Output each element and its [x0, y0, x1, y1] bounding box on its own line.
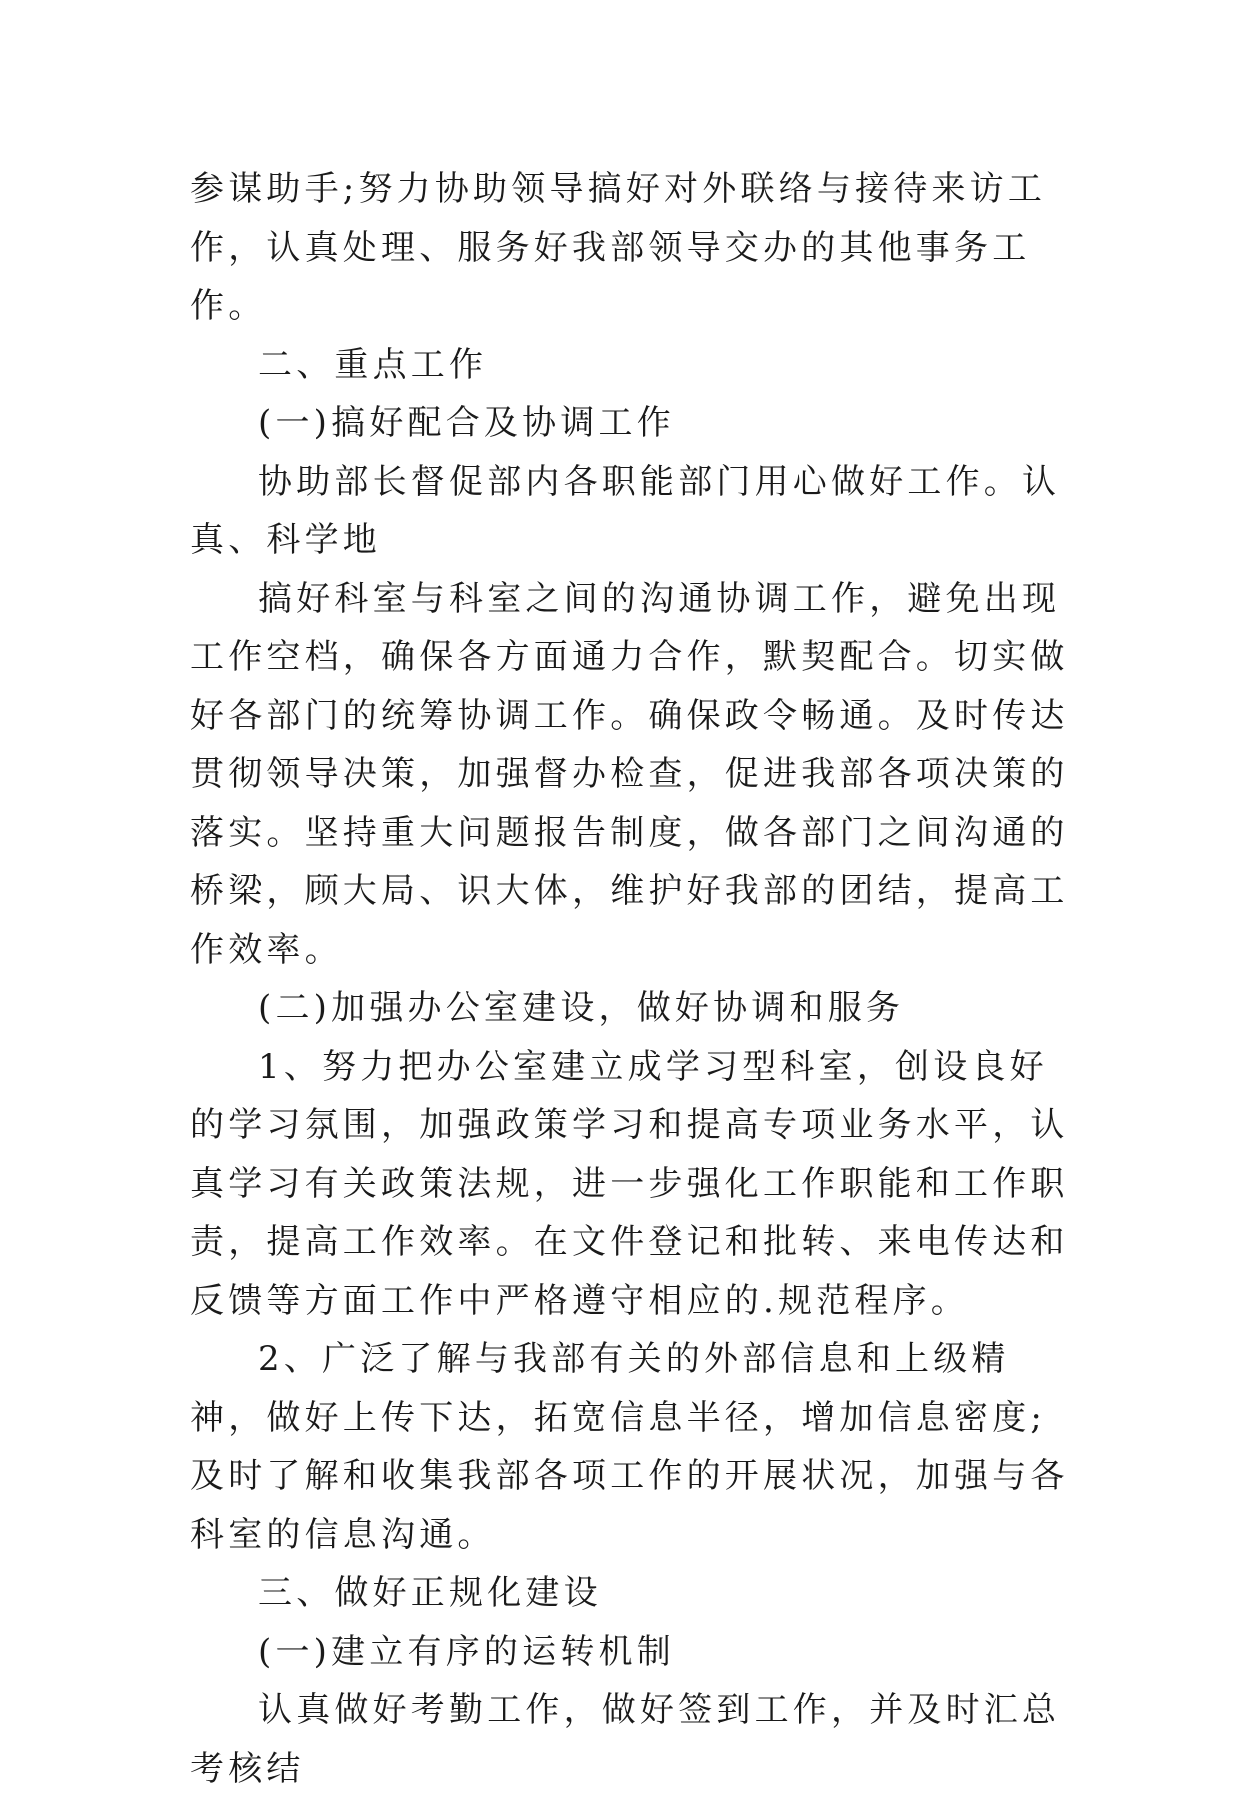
paragraph-attendance: 认真做好考勤工作，做好签到工作，并及时汇总考核结: [190, 1690, 1061, 1789]
paragraph-continuation: 参谋助手;努力协助领导搞好对外联络与接待来访工作，认真处理、服务好我部领导交办的其他事务工作。: [190, 169, 1047, 326]
document-body: [190, 160, 1070, 1798]
paragraph-department-coordination: 搞好科室与科室之间的沟通协调工作，避免出现工作空档，确保各方面通力合作，默契配合。切实做好各部门的统筹协调工作。确保政令畅通。及时传达贯彻领导决策，加强督办检查，促进我部各项决策的落实。坚持重大问题报告制度，做各部门之间沟通的桥梁，顾大局、识大体，维护好我部的团结，提高工作效率。: [190, 578, 1069, 970]
subsection-heading-operating-mechanism: (一)建立有序的运转机制: [258, 1631, 675, 1672]
paragraph-assist-minister: 协助部长督促部内各职能部门用心做好工作。认真、科学地: [190, 461, 1061, 560]
paragraph-learning-office: 1、努力把办公室建立成学习型科室，创设良好的学习氛围，加强政策学习和提高专项业务水平，认真学习有关政策法规，进一步强化工作职能和工作职责，提高工作效率。在文件登记和批转、来电传达和反馈等方面工作中严格遵守相应的.规范程序。: [190, 1046, 1069, 1321]
subsection-heading-office-construction: (二)加强办公室建设，做好协调和服务: [258, 988, 905, 1028]
paragraph-information-gathering: 2、广泛了解与我部有关的外部信息和上级精神，做好上传下达，拓宽信息半径，增加信息密度;及时了解和收集我部各项工作的开展状况，加强与各科室的信息沟通。: [190, 1339, 1069, 1555]
section-heading-key-work: 二、重点工作: [258, 344, 488, 385]
subsection-heading-coordination: (一)搞好配合及协调工作: [258, 403, 675, 443]
section-heading-standardization: 三、做好正规化建设: [258, 1573, 602, 1613]
